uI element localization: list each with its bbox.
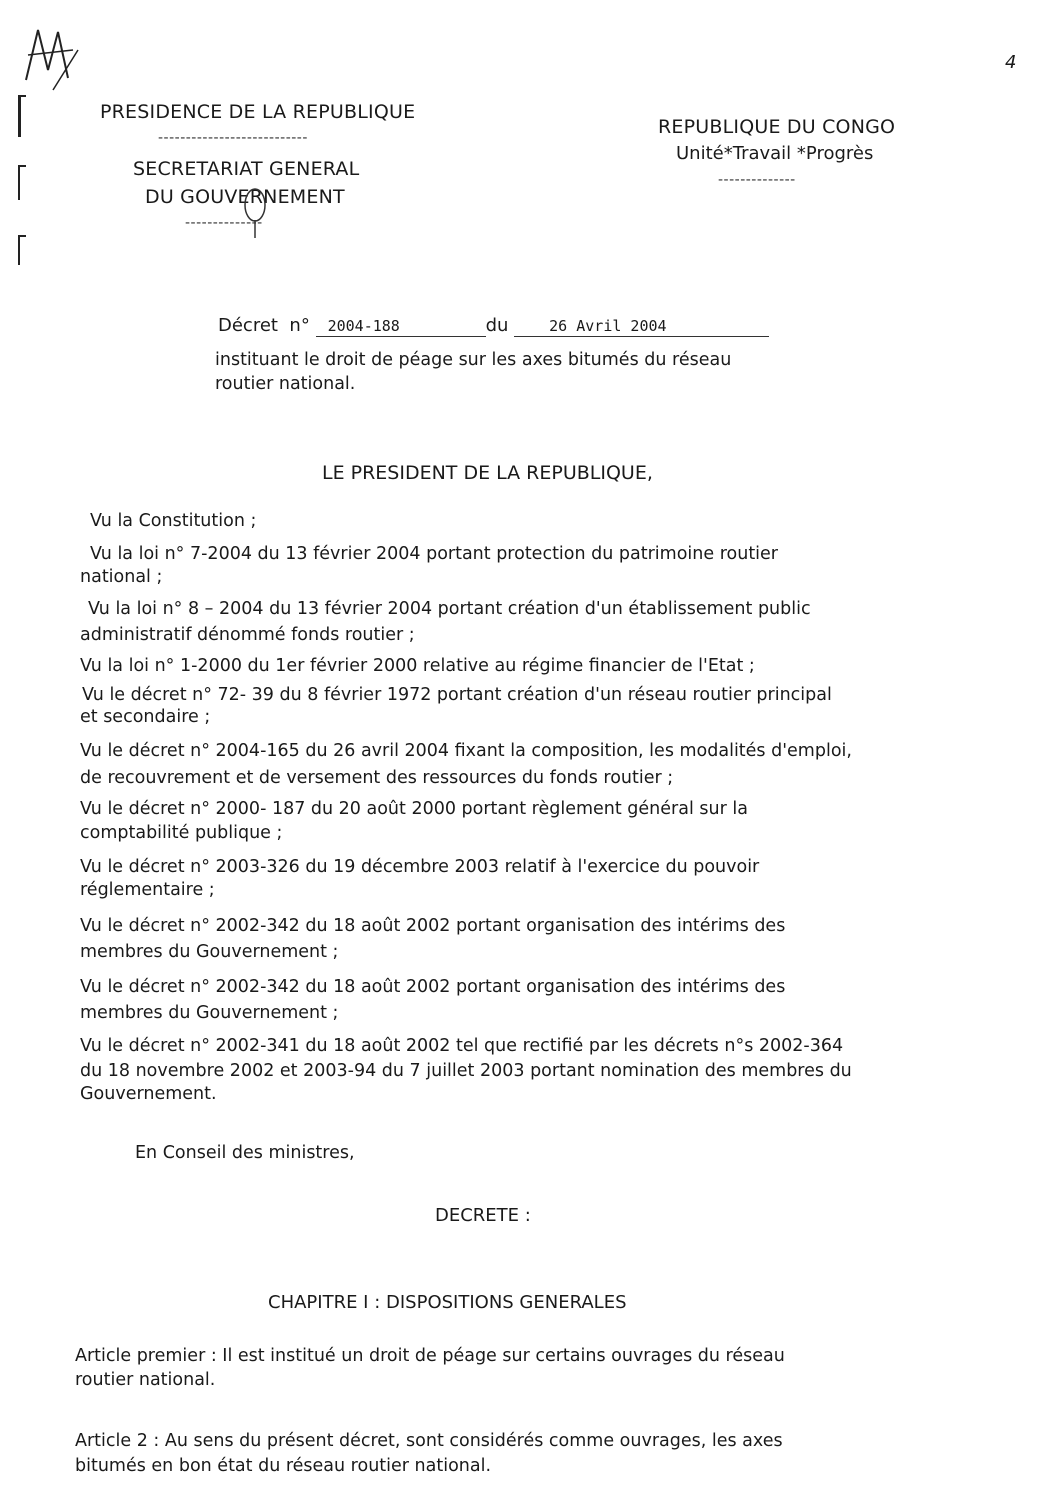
visa-line: Vu le décret n° 2004-165 du 26 avril 2004 fixant la composition, les modalités d'emploi, xyxy=(80,741,852,761)
decree-date: 26 Avril 2004 xyxy=(549,317,667,335)
scan-mark xyxy=(18,165,20,200)
header-devise: Unité*Travail *Progrès xyxy=(676,143,874,164)
header-separator: -------------- xyxy=(185,215,263,231)
visa-line: Vu le décret n° 2002-342 du 18 août 2002 portant organisation des intérims des xyxy=(80,977,786,997)
handwritten-initials xyxy=(18,20,88,100)
decree-subject-line1: instituant le droit de péage sur les axes bitumés du réseau xyxy=(215,350,732,370)
seal-mark xyxy=(235,180,275,240)
article-line: Article 2 : Au sens du présent décret, sont considérés comme ouvrages, les axes xyxy=(75,1431,783,1451)
page-number: 4 xyxy=(1005,52,1017,73)
header-republique: REPUBLIQUE DU CONGO xyxy=(658,116,896,138)
decree-label: Décret xyxy=(218,315,278,336)
visa-line: Vu la Constitution ; xyxy=(90,511,257,531)
visa-line: membres du Gouvernement ; xyxy=(80,1003,339,1023)
visa-line: Vu la loi n° 8 – 2004 du 13 février 2004 portant création d'un établissement public xyxy=(88,599,811,619)
scan-mark xyxy=(18,235,26,237)
visa-line: Vu la loi n° 1-2000 du 1er février 2000 relative au régime financier de l'Etat ; xyxy=(80,656,755,676)
visa-line: Gouvernement. xyxy=(80,1084,217,1104)
visa-line: Vu le décret n° 2002-342 du 18 août 2002 portant organisation des intérims des xyxy=(80,916,786,936)
visa-line: Vu le décret n° 2000- 187 du 20 août 2000 portant règlement général sur la xyxy=(80,799,748,819)
article-line: Article premier : Il est institué un droit de péage sur certains ouvrages du réseau xyxy=(75,1346,785,1366)
visa-line: membres du Gouvernement ; xyxy=(80,942,339,962)
header-separator: -------------- xyxy=(718,172,796,188)
article-line: routier national. xyxy=(75,1370,216,1390)
decree-number: 2004-188 xyxy=(327,317,400,335)
decree-subject-line2: routier national. xyxy=(215,374,356,394)
scan-mark xyxy=(18,95,21,137)
decree-title xyxy=(218,315,769,337)
decree-number-field xyxy=(316,315,486,337)
decree-du-label: du xyxy=(485,315,509,336)
visa-line: Vu le décret n° 2003-326 du 19 décembre 2003 relatif à l'exercice du pouvoir xyxy=(80,857,760,877)
decree-date-field xyxy=(514,315,769,337)
header-separator: --------------------------- xyxy=(158,130,308,146)
scan-mark xyxy=(18,165,26,167)
council-line: En Conseil des ministres, xyxy=(135,1143,355,1163)
visa-line: Vu le décret n° 2002-341 du 18 août 2002 tel que rectifié par les décrets n°s 2002-364 xyxy=(80,1036,844,1056)
scan-mark xyxy=(18,235,20,265)
header-gouvernement: DU GOUVERNEMENT xyxy=(145,186,345,208)
article-line: bitumés en bon état du réseau routier national. xyxy=(75,1456,492,1476)
president-heading: LE PRESIDENT DE LA REPUBLIQUE, xyxy=(322,462,653,484)
visa-line: et secondaire ; xyxy=(80,707,211,727)
visa-line: national ; xyxy=(80,567,163,587)
chapter-heading: CHAPITRE I : DISPOSITIONS GENERALES xyxy=(268,1292,627,1313)
visa-line: comptabilité publique ; xyxy=(80,823,283,843)
visa-line: de recouvrement et de versement des ressources du fonds routier ; xyxy=(80,768,674,788)
header-presidence: PRESIDENCE DE LA REPUBLIQUE xyxy=(100,101,416,123)
decree-no-label: n° xyxy=(289,315,310,336)
visa-line: Vu la loi n° 7-2004 du 13 février 2004 portant protection du patrimoine routier xyxy=(90,544,779,564)
visa-line: Vu le décret n° 72- 39 du 8 février 1972 portant création d'un réseau routier principal xyxy=(82,685,832,705)
header-secretariat: SECRETARIAT GENERAL xyxy=(133,158,360,180)
visa-line: du 18 novembre 2002 et 2003-94 du 7 juillet 2003 portant nomination des membres du xyxy=(80,1061,852,1081)
decrete-heading: DECRETE : xyxy=(435,1205,531,1226)
visa-line: administratif dénommé fonds routier ; xyxy=(80,625,415,645)
visa-line: réglementaire ; xyxy=(80,880,215,900)
